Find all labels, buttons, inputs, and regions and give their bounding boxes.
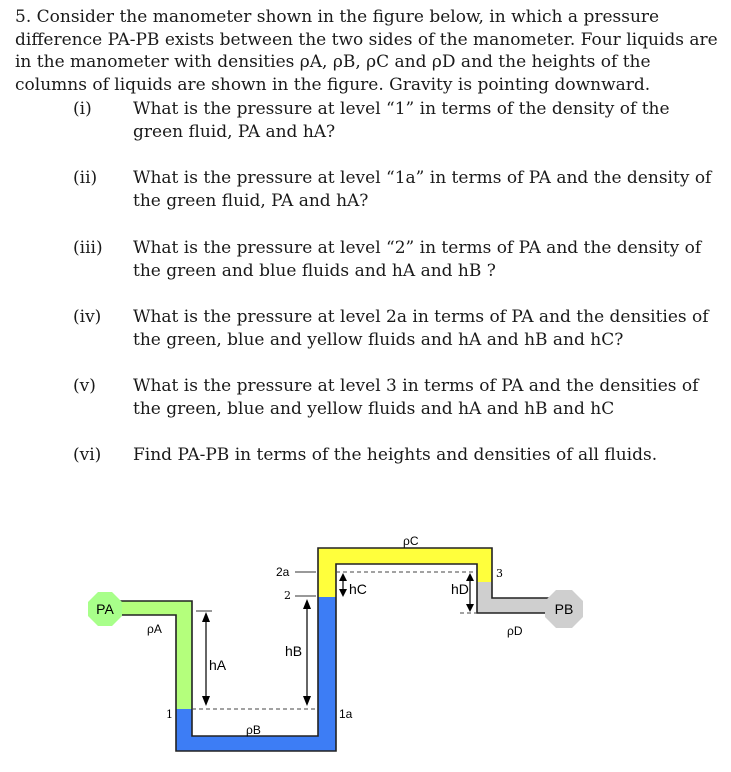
question-text: What is the pressure at level 3 in terms of PA and the densities of the green, blue and yellow fluids and hA and hB and hC xyxy=(133,376,699,419)
question-number: (i) xyxy=(73,99,92,119)
question-text: Find PA-PB in terms of the heights and densities of all fluids. xyxy=(133,445,658,465)
level-ticks xyxy=(196,572,316,611)
pa-badge xyxy=(88,592,122,626)
level-2-label: 2 xyxy=(284,589,291,602)
h-c-dimension xyxy=(339,573,367,597)
question-text: What is the pressure at level 2a in terms of PA and the densities of the green, blue and yellow fluids and hA and hB and hC? xyxy=(133,307,709,350)
question-number: (iii) xyxy=(73,238,103,258)
question-text: What is the pressure at level “1a” in terms of PA and the density of the green fluid, PA and hA? xyxy=(133,168,712,211)
question-number: (ii) xyxy=(73,168,98,188)
level-1a-label: 1a xyxy=(339,707,353,721)
h-c-label: hC xyxy=(349,581,367,597)
level-2a-label: 2a xyxy=(276,565,290,579)
h-a-dimension xyxy=(202,612,227,706)
pb-badge xyxy=(545,590,583,628)
rho-c-label: ρC xyxy=(403,534,419,548)
question-number: (v) xyxy=(73,376,96,396)
pb-badge-label: PB xyxy=(554,601,574,617)
problem-intro: 5. Consider the manometer shown in the figure below, in which a pressure difference PA-PB exists between the two sides of the manometer. Four liquids are in the manometer with densities ρA, ρB, ρC and ρD and the heights of the columns of liquids are shown in the figure. Gravity is pointing downward. xyxy=(15,7,718,95)
level-3-label: 3 xyxy=(496,567,503,580)
level-1-label: 1 xyxy=(166,708,173,721)
h-b-label: hB xyxy=(285,643,303,659)
question-text: What is the pressure at level “1” in terms of the density of the green fluid, PA and hA? xyxy=(133,99,670,142)
question-text: What is the pressure at level “2” in terms of PA and the density of the green and blue fluids and hA and hB ? xyxy=(133,238,702,281)
blue-bottom xyxy=(176,736,336,751)
grey-horizontal xyxy=(477,598,549,613)
blue-right-column xyxy=(318,597,336,751)
question-number: (iv) xyxy=(73,307,102,327)
h-d-label: hD xyxy=(451,581,469,597)
green-vertical-column xyxy=(176,601,192,709)
question-number: (vi) xyxy=(73,445,102,465)
pa-badge-label: PA xyxy=(96,601,114,617)
rho-d-label: ρD xyxy=(507,624,523,638)
green-fluid xyxy=(118,601,192,709)
h-a-label: hA xyxy=(209,657,227,673)
h-b-dimension xyxy=(285,599,311,706)
yellow-right-leg xyxy=(477,548,492,582)
rho-b-label: ρB xyxy=(246,723,261,737)
yellow-top xyxy=(318,548,492,564)
h-d-dimension xyxy=(451,573,474,612)
rho-a-label: ρA xyxy=(147,622,162,636)
